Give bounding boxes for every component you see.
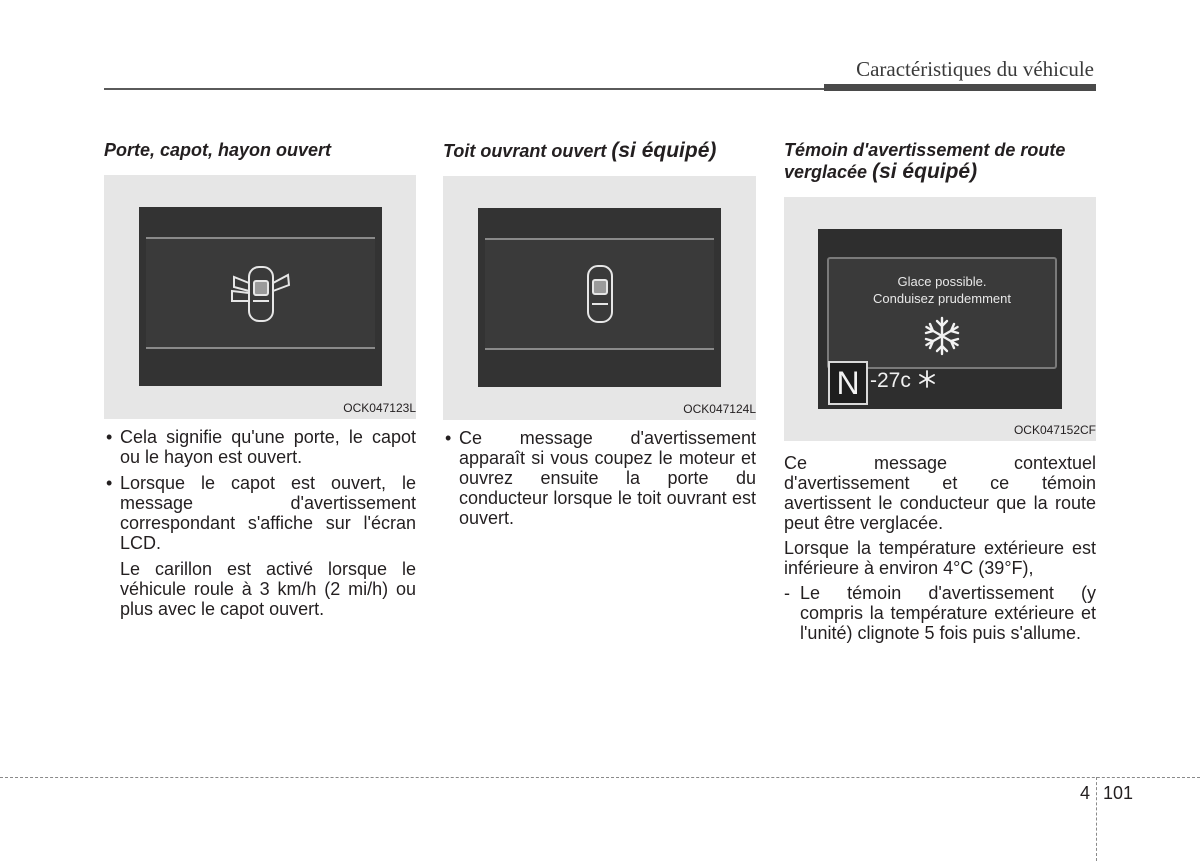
list-item: [443, 428, 756, 528]
chapter-number: 4: [1080, 783, 1091, 803]
warning-line-1: Glace possible.: [897, 274, 987, 289]
section-heading-optional: (si équipé): [872, 160, 978, 183]
header-rule: [104, 88, 824, 90]
outside-temperature: -27c: [870, 369, 911, 392]
section-heading: [443, 140, 756, 162]
list-item: [104, 427, 416, 467]
lcd-band: [485, 238, 714, 350]
figure-code: OCK047124L: [683, 402, 756, 416]
figure-code: OCK047123L: [343, 401, 416, 415]
car-sunroof-open-icon: [580, 262, 620, 326]
section-heading: [784, 140, 1096, 183]
warning-popup: [827, 257, 1057, 369]
footer-divider: [1096, 777, 1097, 861]
lcd-screen: [818, 229, 1062, 409]
section-body: [784, 453, 1096, 643]
section-heading: [104, 140, 416, 161]
section-heading-text: Toit ouvrant ouvert: [443, 141, 607, 161]
small-snowflake-icon: [918, 370, 936, 388]
paragraph: Lorsque la température extérieure est inférieure à environ 4°C (39°F),: [784, 538, 1096, 578]
section-heading-text: Porte, capot, hayon ouvert: [104, 140, 332, 160]
section-door-hood-open: [104, 140, 416, 625]
lcd-screen: [139, 207, 382, 386]
header-rule-accent: [824, 84, 1096, 91]
page-header-title: Caractéristiques du véhicule: [856, 57, 1094, 81]
section-heading-text: Témoin d'avertissement de route verglacée: [784, 140, 1066, 182]
list-item-text: Lorsque le capot est ouvert, le message d'avertissement correspondant s'affiche sur l'écran LCD.: [120, 473, 416, 553]
list-item-subparagraph: Le carillon est activé lorsque le véhicule roule à 3 km/h (2 mi/h) ou plus avec le capot ouvert.: [120, 559, 416, 619]
lcd-screen: [478, 208, 721, 387]
section-heading-optional: (si équipé): [611, 139, 717, 162]
paragraph: Ce message contextuel d'avertissement et ce témoin avertissent le conducteur que la route peut être verglacée.: [784, 453, 1096, 533]
dash-marker: -: [784, 583, 790, 603]
dash-list-item: [784, 583, 1096, 643]
list-item-text: Cela signifie qu'une porte, le capot ou le hayon est ouvert.: [120, 427, 416, 467]
list-item: [104, 473, 416, 619]
dash-list-item-text: Le témoin d'avertissement (y compris la température extérieure et l'unité) clignote 5 fois puis s'allume.: [800, 583, 1096, 643]
figure-code: OCK047152CF: [1013, 423, 1096, 437]
section-sunroof-open: [443, 140, 756, 534]
snowflake-icon: [921, 315, 963, 357]
figure-door-open: [104, 175, 416, 419]
warning-line-2: Conduisez prudemment: [872, 291, 1012, 306]
footer-rule: [0, 777, 1200, 778]
section-icy-road-warning: [784, 140, 1096, 643]
car-doors-open-icon: [226, 261, 296, 325]
lcd-band: [146, 237, 375, 349]
list-item-text: Ce message d'avertissement apparaît si vous coupez le moteur et ouvrez ensuite la porte du conducteur lorsque le toit ouvrant est ouvert.: [459, 428, 756, 528]
page-number: 101: [1103, 783, 1134, 803]
figure-icy-road: [784, 197, 1096, 441]
bullet-list: [104, 427, 416, 619]
figure-sunroof-open: [443, 176, 756, 420]
gear-indicator: N: [828, 361, 868, 405]
bullet-list: [443, 428, 756, 528]
